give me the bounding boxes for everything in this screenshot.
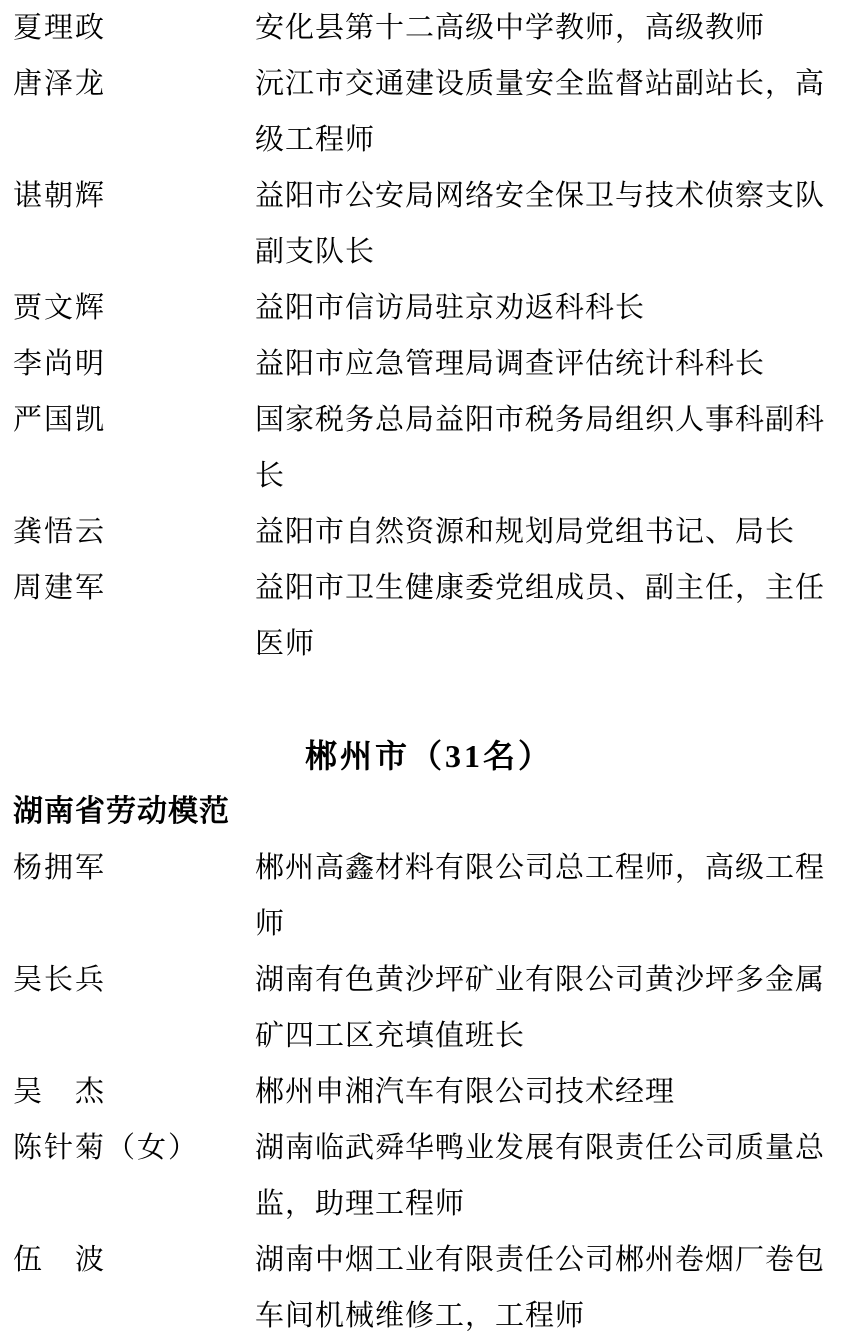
chenzhou-award-list [13,840,845,1344]
section-heading-chenzhou: 郴州市（31名） [304,738,553,774]
person-name: 伍 波 [13,1244,107,1276]
list-item [13,168,845,280]
person-title: 安化县第十二高级中学教师，高级教师 [255,12,766,44]
person-title: 湖南中烟工业有限责任公司郴州卷烟厂卷包车间机械维修工，工程师 [255,1244,826,1332]
person-name: 唐泽龙 [13,68,107,100]
list-item [13,952,845,1064]
list-item [13,280,845,336]
person-name: 夏理政 [13,12,107,44]
list-item [13,840,845,952]
person-title: 益阳市卫生健康委党组成员、副主任，主任医师 [255,572,826,660]
list-item [13,1232,845,1344]
list-item [13,1120,845,1232]
person-name: 陈针菊（女） [13,1132,200,1164]
person-title: 湖南有色黄沙坪矿业有限公司黄沙坪多金属矿四工区充填值班长 [255,964,826,1052]
person-name: 贾文辉 [13,292,107,324]
person-title: 国家税务总局益阳市税务局组织人事科副科长 [255,404,826,492]
person-title: 湖南临武舜华鸭业发展有限责任公司质量总监，助理工程师 [255,1132,826,1220]
yiyang-award-list [13,0,845,672]
person-name: 谌朝辉 [13,180,107,212]
person-name: 吴长兵 [13,964,107,996]
list-item [13,56,845,168]
person-name: 吴 杰 [13,1076,107,1108]
list-item [13,336,845,392]
category-heading-labor-model: 湖南省劳动模范 [13,795,230,828]
person-title: 郴州高鑫材料有限公司总工程师，高级工程师 [255,852,826,940]
person-title: 益阳市信访局驻京劝返科科长 [255,292,646,324]
person-name: 龚悟云 [13,516,107,548]
person-title: 郴州申湘汽车有限公司技术经理 [255,1076,676,1108]
person-title: 沅江市交通建设质量安全监督站副站长，高级工程师 [255,68,826,156]
list-item [13,1064,845,1120]
person-name: 周建军 [13,572,107,604]
person-title: 益阳市应急管理局调查评估统计科科长 [255,348,766,380]
list-item [13,504,845,560]
person-name: 李尚明 [13,348,107,380]
list-item [13,392,845,504]
list-item [13,560,845,672]
person-title: 益阳市公安局网络安全保卫与技术侦察支队副支队长 [255,180,826,268]
person-title: 益阳市自然资源和规划局党组书记、局长 [255,516,796,548]
person-name: 杨拥军 [13,852,107,884]
person-name: 严国凯 [13,404,107,436]
list-item [13,0,845,56]
